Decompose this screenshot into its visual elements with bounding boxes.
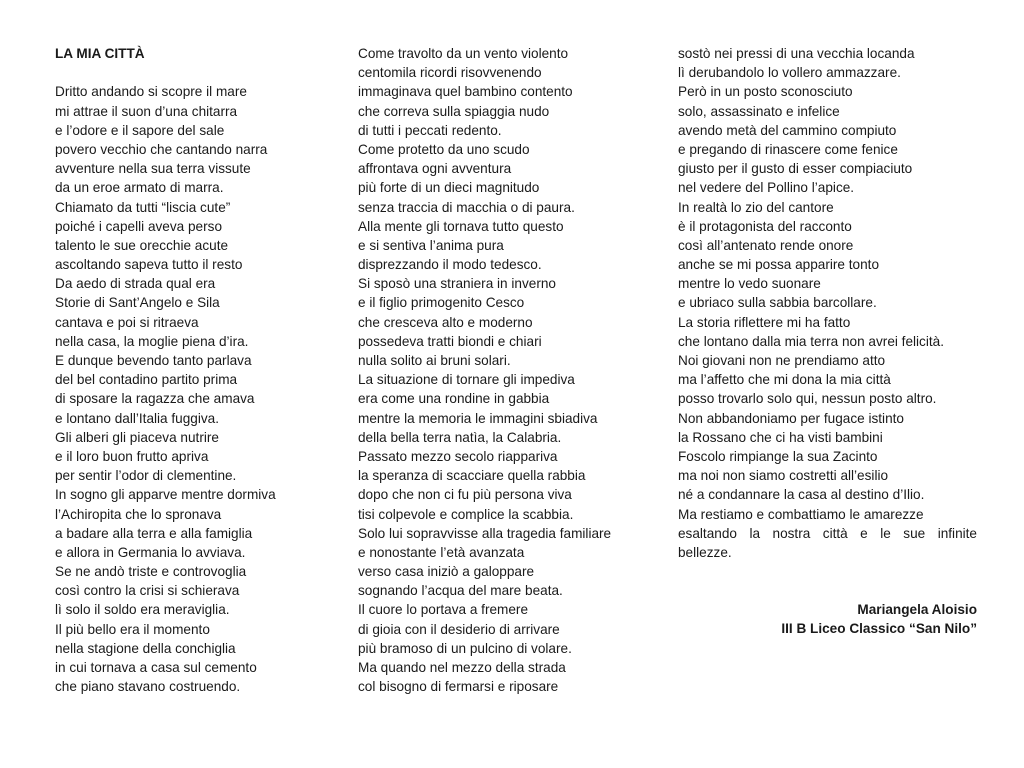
poem-line: e si sentiva l’anima pura (358, 237, 504, 253)
poem-line: e lontano dall’Italia fuggiva. (55, 410, 219, 426)
poem-line: verso casa iniziò a galoppare (358, 564, 535, 580)
poem-line: né a condannare la casa al destino d’Ilio. (678, 487, 925, 503)
poem-line: tisi colpevole e complice la scabbia. (358, 506, 574, 522)
poem-line: nella stagione della conchiglia (55, 640, 236, 656)
poem-line: più forte di un dieci magnitudo (358, 180, 540, 196)
poem-line: mi attrae il suon d’una chitarra (55, 103, 238, 119)
poem-line: che lontano dalla mia terra non avrei felicità. (678, 333, 944, 349)
poem-line: In realtà lo zio del cantore (678, 199, 834, 215)
poem-line: nulla solito ai bruni solari. (358, 353, 511, 368)
poem-line: è il protagonista del racconto (678, 218, 852, 234)
poem-line: povero vecchio che cantando narra (55, 141, 268, 157)
poem-line: di gioia con il desiderio di arrivare (358, 621, 560, 637)
poem-line: sostò nei pressi di una vecchia locanda (678, 46, 915, 61)
poem-line: e il loro buon frutto apriva (55, 448, 209, 464)
poem-line: nel vedere del Pollino l’apice. (678, 180, 855, 196)
poem-line: Però in un posto sconosciuto (678, 84, 853, 100)
poem-line: anche se mi possa apparire tonto (678, 257, 880, 273)
poem-line: lì solo il soldo era meraviglia. (55, 602, 230, 618)
poem-line: Ma restiamo e combattiamo le amarezze (678, 506, 924, 522)
poem-line: col bisogno di fermarsi e riposare (358, 679, 559, 695)
poem-line: cantava e poi si ritraeva (55, 314, 199, 330)
poem-line: da un eroe armato di marra. (55, 180, 224, 196)
poem-line: Noi giovani non ne prendiamo atto (678, 353, 886, 368)
poem-line: bellezze. (678, 544, 732, 560)
author-name: Mariangela Aloisio (857, 602, 977, 617)
poem-line: dopo che non ci fu più persona viva (358, 487, 572, 503)
poem-line: avventure nella sua terra vissute (55, 161, 251, 177)
poem-line: solo, assassinato e infelice (678, 103, 840, 119)
poem-line: era come una rondine in gabbia (358, 391, 550, 407)
poem-line: ascoltando sapeva tutto il resto (55, 257, 243, 273)
column-3-lines (678, 44, 977, 562)
poem-line: così all’antenato rende onore (678, 237, 854, 253)
poem-line: in cui tornava a casa sul cemento (55, 660, 257, 675)
poem-line: Ma quando nel mezzo della strada (358, 660, 566, 675)
poem-line: Il più bello era il momento (55, 621, 210, 637)
poem-line: a badare alla terra e alla famiglia (55, 525, 253, 541)
column-1-lines (55, 82, 325, 696)
poem-line: così contro la crisi si schierava (55, 583, 240, 599)
poem-line: che cresceva alto e moderno (358, 314, 533, 330)
poem-line: mentre la memoria le immagini sbiadiva (358, 410, 598, 426)
poem-line: poiché i capelli aveva perso (55, 218, 223, 234)
poem-title: LA MIA CITTÀ (55, 46, 145, 61)
poem-line: possedeva tratti biondi e chiari (358, 333, 542, 349)
poem-line: ma noi non siamo costretti all’esilio (678, 468, 889, 484)
poem-column-3 (678, 44, 977, 562)
poem-line: Il cuore lo portava a fremere (358, 602, 529, 618)
poem-line: di sposare la ragazza che amava (55, 391, 255, 407)
poem-line: della bella terra natìa, la Calabria. (358, 429, 562, 445)
poem-line: Gli alberi gli piaceva nutrire (55, 429, 219, 445)
poem-line: Storie di Sant’Angelo e Sila (55, 295, 220, 311)
poem-line: nella casa, la moglie piena d’ira. (55, 333, 249, 349)
poem-line: che piano stavano costruendo. (55, 679, 241, 695)
poem-line: e pregando di rinascere come fenice (678, 141, 898, 157)
poem-line: senza traccia di macchia o di paura. (358, 199, 575, 215)
poem-line: Da aedo di strada qual era (55, 276, 216, 292)
poem-line: Alla mente gli tornava tutto questo (358, 218, 564, 234)
poem-line: più bramoso di un pulcino di volare. (358, 640, 572, 656)
column-2-lines (358, 44, 648, 696)
poem-line: giusto per il gusto di esser compiaciuto (678, 161, 913, 177)
signature (781, 600, 977, 638)
poem-line: affrontava ogni avventura (358, 161, 512, 177)
poem-line: e il figlio primogenito Cesco (358, 295, 525, 311)
poem-line: e nonostante l’età avanzata (358, 544, 525, 560)
poem-line: la Rossano che ci ha visti bambini (678, 429, 883, 445)
poem-line: Come travolto da un vento violento (358, 46, 569, 61)
poem-line: disprezzando il modo tedesco. (358, 257, 542, 273)
poem-line: ma l’affetto che mi dona la mia città (678, 372, 891, 388)
poem-line: Non abbandoniamo per fugace istinto (678, 410, 904, 426)
poem-line: Se ne andò triste e controvoglia (55, 564, 247, 580)
poem-column-2 (358, 44, 648, 696)
poem-line: La storia riflettere mi ha fatto (678, 314, 851, 330)
school-name: III B Liceo Classico “San Nilo” (781, 621, 977, 637)
poem-line: Solo lui sopravvisse alla tragedia familiare (358, 525, 612, 541)
poem-line: centomila ricordi risovvenendo (358, 65, 542, 81)
poem-line: la speranza di scacciare quella rabbia (358, 468, 586, 484)
poem-line: Dritto andando si scopre il mare (55, 84, 247, 100)
poem-line: e allora in Germania lo avviava. (55, 544, 246, 560)
poem-line: sognando l’acqua del mare beata. (358, 583, 563, 599)
poem-column-1 (55, 44, 325, 696)
poem-line: Si sposò una straniera in inverno (358, 276, 556, 292)
poem-line: e l’odore e il sapore del sale (55, 122, 225, 138)
poem-line: e ubriaco sulla sabbia barcollare. (678, 295, 877, 311)
poem-line: La situazione di tornare gli impediva (358, 372, 575, 388)
poem-line: esaltando la nostra città e le sue infinite (678, 525, 977, 541)
poem-line: talento le sue orecchie acute (55, 237, 229, 253)
poem-line: avendo metà del cammino compiuto (678, 122, 897, 138)
poem-line: che correva sulla spiaggia nudo (358, 103, 550, 119)
poem-line: di tutti i peccati redento. (358, 122, 502, 138)
poem-line: lì derubandolo lo vollero ammazzare. (678, 65, 901, 81)
poem-line: Passato mezzo secolo riappariva (358, 448, 558, 464)
poem-line: per sentir l’odor di clementine. (55, 468, 237, 484)
poem-line: mentre lo vedo suonare (678, 276, 821, 292)
poem-line: Chiamato da tutti “liscia cute” (55, 199, 231, 215)
poem-line: posso trovarlo solo qui, nessun posto altro. (678, 391, 937, 407)
poem-line: immaginava quel bambino contento (358, 84, 573, 100)
poem-line: del bel contadino partito prima (55, 372, 238, 388)
poem-line: E dunque bevendo tanto parlava (55, 353, 252, 368)
poem-line: In sogno gli apparve mentre dormiva (55, 487, 276, 503)
poem-line: l’Achiropita che lo spronava (55, 506, 222, 522)
poem-line: Come protetto da uno scudo (358, 141, 530, 157)
poem-line: Foscolo rimpiange la sua Zacinto (678, 448, 878, 464)
